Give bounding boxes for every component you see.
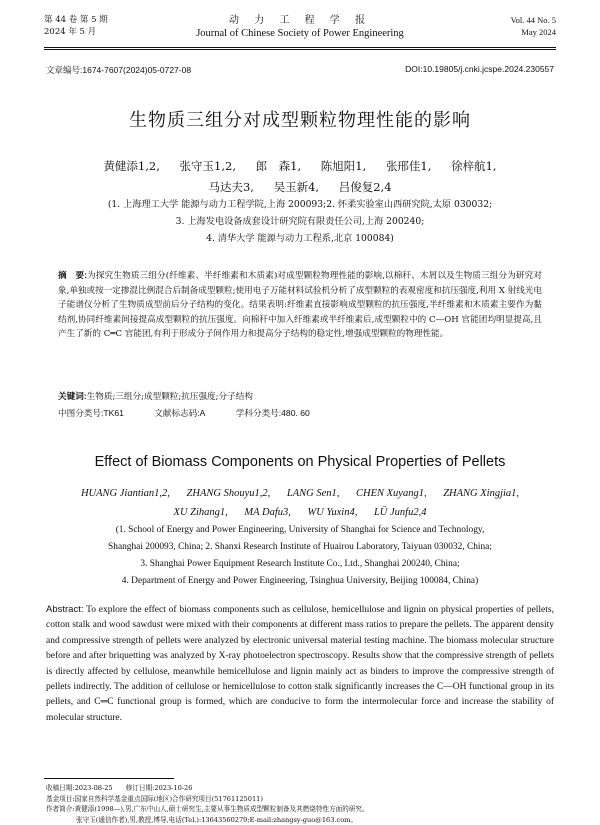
clc-number: 中图分类号:TK61 [58,408,124,418]
affiliation-en-line: Shanghai 200093, China; 2. Shanxi Research Institute of Huairou Laboratory, Taiyuan 030032, China; [108,542,492,552]
author-cn: 徐梓航1, [451,159,497,173]
footnotes [46,783,554,825]
author-en: HUANG Jiantian1,2, [80,488,170,499]
subject-code: 学科分类号:480. 60 [235,408,310,418]
author-en: CHEN Xuyang1, [356,488,427,499]
header-rule-thin [44,49,556,50]
author-en: ZHANG Xingjia1, [443,488,520,499]
classification-cn [58,407,542,419]
author-cn: 郎 森1, [255,159,302,173]
author-cn: 张守玉1,2, [179,159,236,173]
author-en: WU Yuxin4, [307,507,358,518]
author-cn: 黄健添1,2, [103,159,160,173]
journal-name-cn: 动 力 工 程 学 报 [229,15,371,26]
keywords-cn [58,390,542,402]
header-date-cn: 2024 年 5 月 [44,27,97,37]
affiliations-cn [40,196,560,247]
author-en: LANG Sen1, [286,488,340,499]
footnote-author-bio: 作者简介:黄健添(1998—),男,广东中山人,硕士研究生,主要从事生物质成型颗粒制备及其燃烧特性方面的研究。 [46,805,369,814]
footnote-dates: 收稿日期:2023-08-25 修订日期:2023-10-26 [46,784,193,792]
abstract-cn-label: 摘 要: [58,270,88,280]
title-cn: 生物质三组分对成型颗粒物理性能的影响 [129,110,471,131]
author-en: XU Zihang1, [173,507,228,518]
article-doi: DOI:10.19805/j.cnki.jcspe.2024.230557 [405,64,554,74]
keywords-cn-text: 生物质;三组分;成型颗粒;抗压强度;分子结构 [86,392,253,402]
author-cn: 陈旭阳1, [320,159,367,173]
authors-cn-line2 [40,177,560,198]
keywords-cn-label: 关键词: [58,391,87,401]
footnote-funding: 基金项目:国家自然科学基金重点国际(地区)合作研究项目(51761125011) [46,794,263,803]
abstract-en [46,602,554,726]
affiliation-en-line: (1. School of Energy and Power Engineering, University of Shanghai for Science and Technology, [115,525,485,535]
affiliations-en [40,522,560,590]
authors-cn-line1 [40,156,560,177]
running-header [44,14,556,48]
author-en: LÜ Junfu2,4 [373,507,427,518]
author-en: MA Dafu3, [244,507,291,518]
affiliation-cn-line: (1. 上海理工大学 能源与动力工程学院,上海 200093;2. 怀柔实验室山西研究院,太原 030032; [107,199,493,210]
affiliation-cn-line: 4. 清华大学 能源与动力工程系,北京 100084) [206,233,394,244]
footnote-corresponding: 张守玉(通信作者),男,教授,博导,电话(Tel.):13643560279;E-mail:zhangsy-guo@163.com。 [76,815,358,824]
header-rule-thick [44,47,556,48]
authors-en-line1 [40,484,560,503]
header-journal [44,14,556,40]
article-number: 文章编号:1674-7607(2024)05-0727-08 [46,65,192,75]
abstract-en-text: To explore the effect of biomass components such as cellulose, hemicellulose and lignin on physical properties of pellets, cotton stalk and wood sawdust were mixed with their components at different mass ratios to prepare the pellets. The apparent density and compressive strength of pellets were analyzed by electronic universal material testing machine. The biomass molecular structure before and after briquetting was analyzed by X-ray photoelectron spectroscopy. Results show that the compressive strength of pellets is directly affected by cellulose, meanwhile hemicellulose and lignin mainly act as binders to improve the compressive strength of pellets indirectly. The addition of cellulose or hemicellulose to cotton stalk significantly increases the C—OH functional group in its pellets, and C═C functional group is formed, which are conducive to form the intermolecular force and increase the stability of molecular structure. [46,605,554,723]
abstract-en-label: Abstract: [46,604,84,615]
affiliation-cn-line: 3. 上海发电设备成套设计研究院有限责任公司,上海 200240; [175,216,425,227]
document-code: 文献标志码:A [154,408,206,418]
authors-en-line2 [40,503,560,522]
header-volume-en [511,14,556,38]
abstract-cn-text: 为探究生物质三组分(纤维素、半纤维素和木质素)对成型颗粒物理性能的影响,以棉秆、木屑以及生物质三组分为研究对象,单独或按一定掺混比例混合后制备成型颗粒;使用电子万能材料试验机分析了成型颗粒的表观密度和抗压强度,利用 X 射线光电子能谱仪分析了生物质成型前后分子结构的变化。结果表明:纤维素直接影响成型颗粒的抗压强度,半纤维素和木质素主要作为黏结剂,协同纤维素间接提高成型颗粒的抗压强度。向棉秆中加入纤维素或半纤维素后,成型颗粒中的 C—OH 官能团均明显提高,且产生了新的 C═C 官能团,有利于形成分子间作用力和提高分子结构的稳定性,增强成型颗粒的物理性能。 [58,271,543,340]
header-date-en: May 2024 [521,27,556,37]
footnote-rule [44,778,174,779]
author-cn: 吴玉新4, [273,180,320,194]
authors-en [40,484,560,522]
title-en: Effect of Biomass Components on Physical Properties of Pellets [94,454,506,470]
affiliation-en-line: 4. Department of Energy and Power Engineering, Tsinghua University, Beijing 100084, China) [121,576,479,586]
author-cn: 吕俊复2,4 [338,180,392,194]
author-cn: 张邢佳1, [385,159,432,173]
abstract-cn [58,268,542,342]
journal-name-en: Journal of Chinese Society of Power Engineering [196,28,404,39]
header-volume-issue-en: Vol. 44 No. 5 [510,15,556,25]
authors-cn [40,156,560,198]
author-cn: 马达夫3, [208,180,254,194]
affiliation-en-line: 3. Shanghai Power Equipment Research Institute Co., Ltd., Shanghai 200240, China; [140,559,460,569]
article-identifiers [46,64,554,76]
header-volume-issue-cn: 第 44 卷 第 5 期 [44,15,108,25]
author-en: ZHANG Shouyu1,2, [186,488,271,499]
